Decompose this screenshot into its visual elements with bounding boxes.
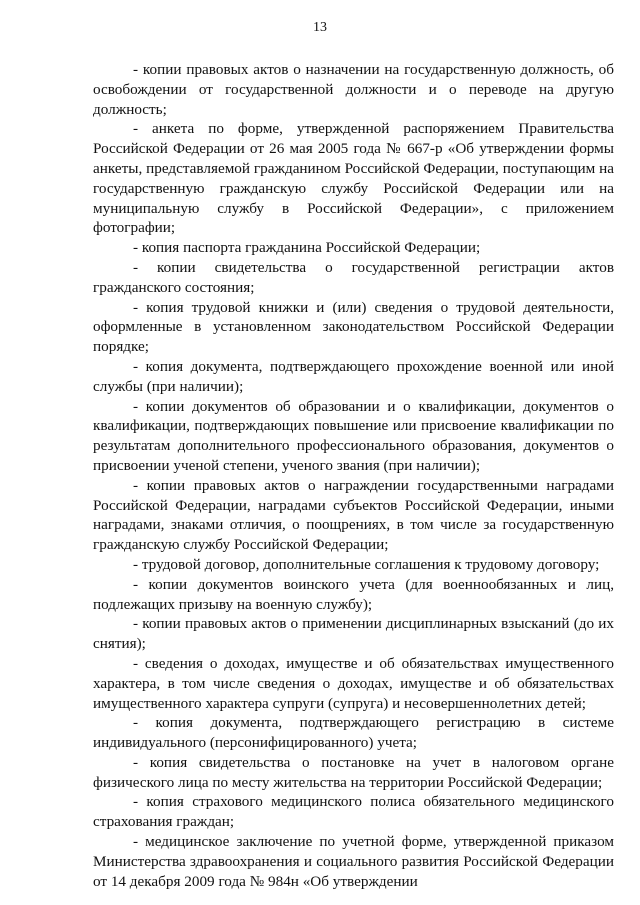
page-number: 13 (313, 20, 327, 35)
list-item: - копии правовых актов о применении дисциплинарных взысканий (до их снятия); (93, 615, 614, 653)
list-item: - медицинское заключение по учетной форме, утвержденной приказом Министерства здравоохранения и социального развития Российской Федерации от 14 декабря 2009 года № 984н «Об утверждении (93, 833, 614, 890)
list-item: - копии правовых актов о назначении на государственную должность, об освобождении от государственной должности и о переводе на другую должность; (93, 61, 614, 118)
list-item: - копия документа, подтверждающего прохождение военной или иной службы (при наличии); (93, 357, 614, 395)
list-item: - копии свидетельства о государственной регистрации актов гражданского состояния; (93, 258, 614, 296)
list-item: - копии правовых актов о награждении государственными наградами Российской Федерации, наградами субъектов Российской Федерации, иными наградами, знаками отличия, о поощрениях, в том числе за государственную гражданскую службу Российской Федерации; (93, 476, 614, 554)
list-item: - копия страхового медицинского полиса обязательного медицинского страхования граждан; (93, 793, 614, 831)
list-item: - копии документов воинского учета (для военнообязанных и лиц, подлежащих призыву на военную службу); (93, 575, 614, 613)
list-item: - копия паспорта гражданина Российской Федерации; (133, 239, 481, 257)
list-item: - анкета по форме, утвержденной распоряжением Правительства Российской Федерации от 26 мая 2005 года № 667-р «Об утверждении формы анкеты, представляемой гражданином Российской Федерации, поступающим на государственную гражданскую службу Российской Федерации или на муниципальную службу в Российской Федерации», с приложением фотографии; (93, 120, 614, 237)
list-item: - трудовой договор, дополнительные соглашения к трудовому договору; (133, 555, 600, 573)
list-item: - копии документов об образовании и о квалификации, документов о квалификации, подтверждающих повышение или присвоение квалификации по результатам дополнительного профессионального образования, документов о присвоении ученой степени, ученого звания (при наличии); (93, 397, 614, 474)
list-item: - копия трудовой книжки и (или) сведения о трудовой деятельности, оформленные в установленном законодательством Российской Федерации порядке; (93, 298, 614, 356)
list-item: - сведения о доходах, имуществе и об обязательствах имущественного характера, в том числе сведения о доходах, имуществе и об обязательствах имущественного характера супруги (супруга) и несовершеннолетних детей; (93, 654, 614, 712)
document-body (93, 60, 614, 891)
list-item: - копия документа, подтверждающего регистрацию в системе индивидуального (персонифицированного) учета; (93, 714, 614, 752)
list-item: - копия свидетельства о постановке на учет в налоговом органе физического лица по месту жительства на территории Российской Федерации; (93, 753, 614, 791)
